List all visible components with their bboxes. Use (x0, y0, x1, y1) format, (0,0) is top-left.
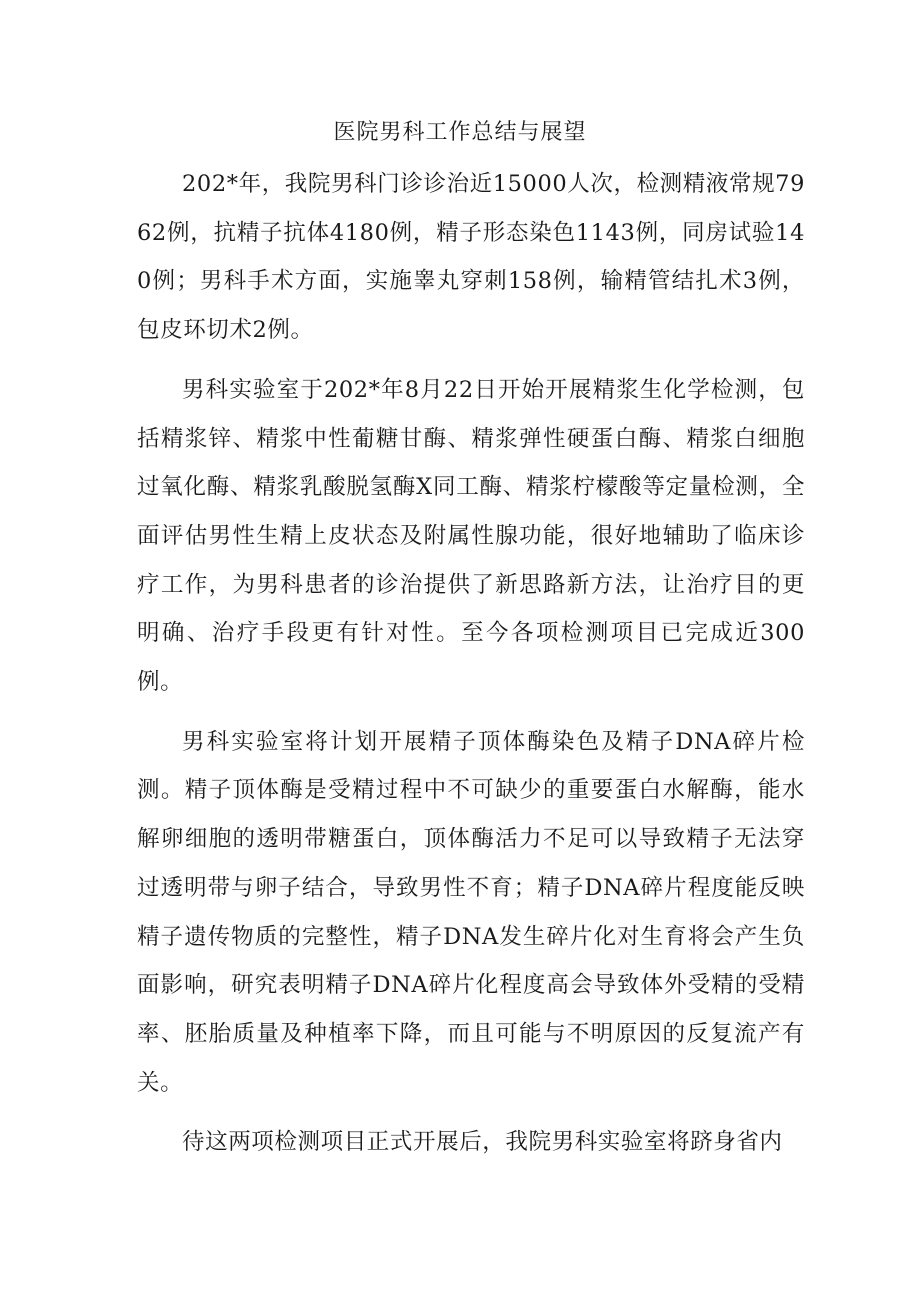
paragraph-2: 男科实验室于202*年8月22日开始开展精浆生化学检测，包括精浆锌、精浆中性葡糖甘酶、精浆弹性硬蛋白酶、精浆白细胞过氧化酶、精浆乳酸脱氢酶X同工酶、精浆柠檬酸等定量检测，全面评估男性生精上皮状态及附属性腺功能，很好地辅助了临床诊疗工作，为男科患者的诊治提供了新思路新方法，让治疗目的更明确、治疗手段更有针对性。至今各项检测项目已完成近300例。 (137, 376, 805, 696)
paragraph-3: 男科实验室将计划开展精子顶体酶染色及精子DNA碎片检测。精子顶体酶是受精过程中不可缺少的重要蛋白水解酶，能水解卵细胞的透明带糖蛋白，顶体酶活力不足可以导致精子无法穿过透明带与卵子结合，导致男性不育；精子DNA碎片程度能反映精子遗传物质的完整性，精子DNA发生碎片化对生育将会产生负面影响，研究表明精子DNA碎片化程度高会导致体外受精的受精率、胚胎质量及种植率下降，而且可能与不明原因的反复流产有关。 (137, 728, 805, 1096)
paragraph-4: 待这两项检测项目正式开展后，我院男科实验室将跻身省内 (182, 1129, 783, 1156)
paragraph-1: 202*年，我院男科门诊诊治近15000人次，检测精液常规7962例，抗精子抗体4180例，精子形态染色1143例，同房试验140例；男科手术方面，实施睾丸穿刺158例，输精管结扎术3例，包皮环切术2例。 (137, 171, 806, 344)
document-body (137, 160, 805, 1167)
document-title: 医院男科工作总结与展望 (333, 120, 587, 145)
